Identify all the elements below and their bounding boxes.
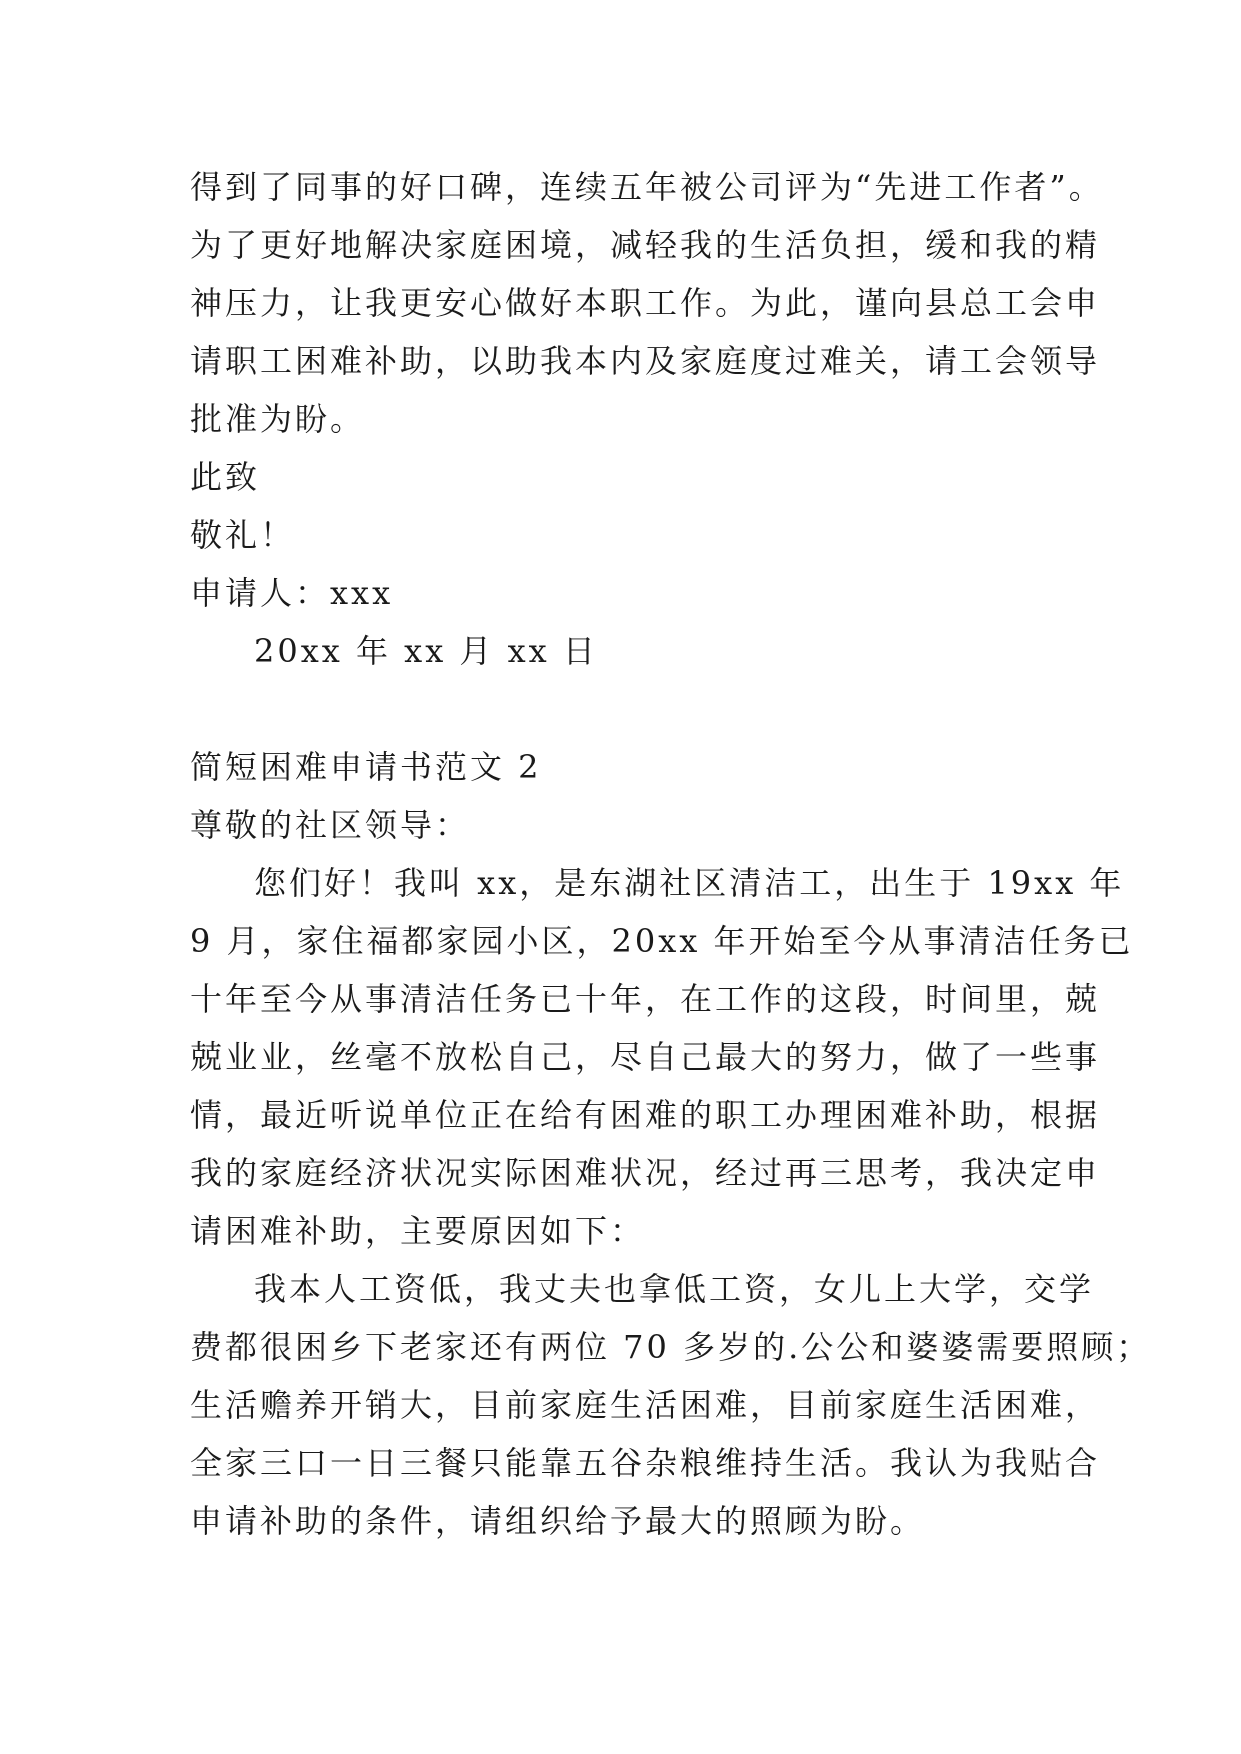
paragraph-line: 得到了同事的好口碑，连续五年被公司评为“先进工作者”。 xyxy=(190,168,1104,206)
section-2 xyxy=(190,738,1152,1550)
closing-line: 敬礼！ xyxy=(190,516,296,554)
salutation: 尊敬的社区领导： xyxy=(190,806,471,844)
paragraph-line: 请困难补助，主要原因如下： xyxy=(190,1212,646,1250)
document-body xyxy=(190,158,1152,1550)
paragraph-line: 情，最近听说单位正在给有困难的职工办理困难补助，根据 xyxy=(190,1096,1101,1134)
closing-line: 此致 xyxy=(190,458,261,496)
applicant-signature: 申请人：xxx xyxy=(190,574,394,612)
paragraph-line: 9 月，家住福都家园小区，20xx 年开始至今从事清洁任务已 xyxy=(190,922,1134,960)
paragraph-line: 请职工困难补助，以助我本内及家庭度过难关，请工会领导 xyxy=(190,342,1101,380)
paragraph-line: 生活赡养开销大，目前家庭生活困难，目前家庭生活困难， xyxy=(190,1386,1101,1424)
paragraph-line: 您们好！我叫 xx，是东湖社区清洁工，出生于 19xx 年 xyxy=(254,864,1125,902)
section-spacer xyxy=(190,680,1050,738)
section-title: 简短困难申请书范文 2 xyxy=(190,748,542,786)
paragraph-line: 兢业业，丝毫不放松自己，尽自己最大的努力，做了一些事 xyxy=(190,1038,1101,1076)
paragraph-line: 全家三口一日三餐只能靠五谷杂粮维持生活。我认为我贴合 xyxy=(190,1444,1101,1482)
paragraph-line: 批准为盼。 xyxy=(190,400,366,438)
paragraph-line: 神压力，让我更安心做好本职工作。为此，谨向县总工会申 xyxy=(190,284,1101,322)
paragraph-line: 申请补助的条件，请组织给予最大的照顾为盼。 xyxy=(190,1502,926,1540)
paragraph-line: 十年至今从事清洁任务已十年，在工作的这段，时间里，兢 xyxy=(190,980,1101,1018)
section-1 xyxy=(190,158,1104,680)
paragraph-line: 为了更好地解决家庭困境，减轻我的生活负担，缓和我的精 xyxy=(190,226,1101,264)
letter-date: 20xx 年 xx 月 xx 日 xyxy=(254,632,598,670)
paragraph-line: 我的家庭经济状况实际困难状况，经过再三思考，我决定申 xyxy=(190,1154,1101,1192)
paragraph-line: 我本人工资低，我丈夫也拿低工资，女儿上大学，交学 xyxy=(254,1270,1095,1308)
paragraph-line: 费都很困乡下老家还有两位 70 多岁的.公公和婆婆需要照顾； xyxy=(190,1328,1152,1366)
